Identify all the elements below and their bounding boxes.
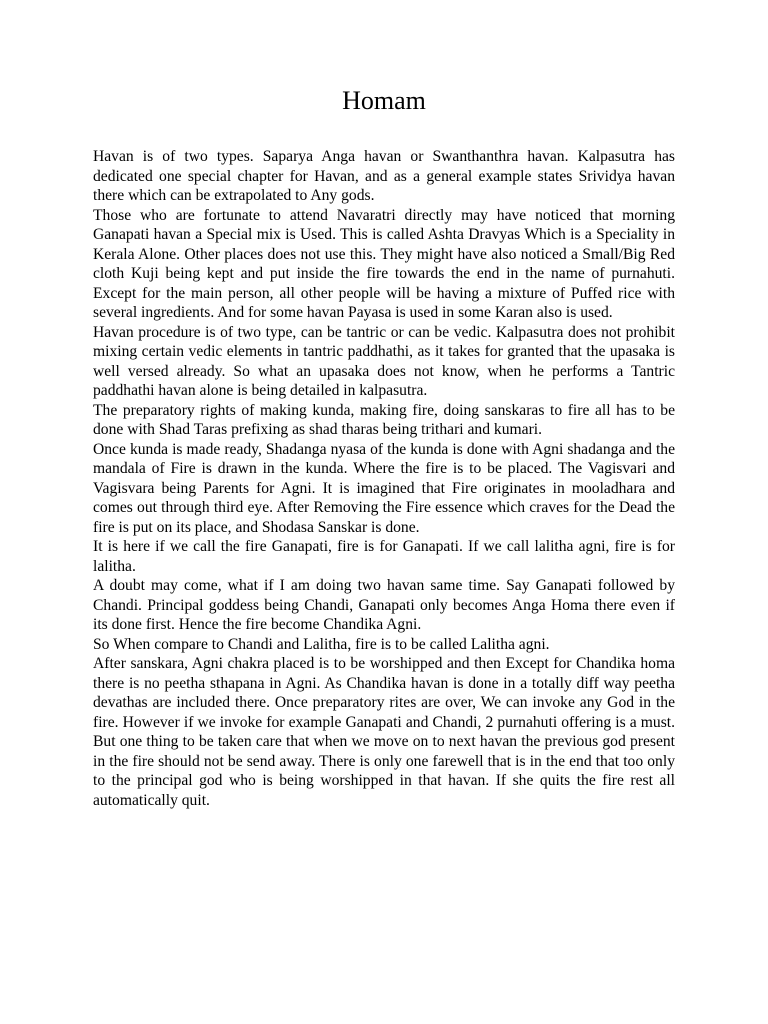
paragraph: Havan procedure is of two type, can be tantric or can be vedic. Kalpasutra does not prohibit mixing certain vedic elements in tantric paddhathi, as it takes for granted that the upasaka is well versed already. So what an upasaka does not know, when he performs a Tantric paddhathi havan alone is being detailed in kalpasutra. bbox=[93, 323, 675, 399]
paragraph: It is here if we call the fire Ganapati, fire is for Ganapati. If we call lalitha agni, fire is for lalitha. bbox=[93, 538, 675, 575]
paragraph: Havan is of two types. Saparya Anga havan or Swanthanthra havan. Kalpasutra has dedicated one special chapter for Havan, and as a general example states Srividya havan there which can be extrapolated to Any gods. bbox=[93, 148, 675, 204]
paragraph: So When compare to Chandi and Lalitha, fire is to be called Lalitha agni. bbox=[93, 635, 550, 653]
paragraph: After sanskara, Agni chakra placed is to be worshipped and then Except for Chandika homa there is no peetha sthapana in Agni. As Chandika havan is done in a totally diff way peetha devathas are included there. Once preparatory rites are over, We can invoke any God in the fire. However if we invoke for example Ganapati and Chandi, 2 purnahuti offering is a must. But one thing to be taken care that when we move on to next havan the previous god present in the fire should not be send away. There is only one farewell that is in the end that too only to the principal god who is being worshipped in that havan. If she quits the fire rest all automatically quit. bbox=[93, 655, 675, 809]
body-text bbox=[93, 147, 675, 810]
paragraph: Those who are fortunate to attend Navaratri directly may have noticed that morning Ganapati havan a Special mix is Used. This is called Ashta Dravyas Which is a Speciality in Kerala Alone. Other places does not use this. They might have also noticed a Small/Big Red cloth Kuji being kept and put inside the fire towards the end in the name of purnahuti. Except for the main person, all other people will be having a mixture of Puffed rice with several ingredients. And for some havan Payasa is used in some Karan also is used. bbox=[93, 206, 675, 321]
page-title: Homam bbox=[342, 86, 426, 115]
paragraph: A doubt may come, what if I am doing two havan same time. Say Ganapati followed by Chandi. Principal goddess being Chandi, Ganapati only becomes Anga Homa there even if its done first. Hence the fire become Chandika Agni. bbox=[93, 577, 675, 633]
paragraph: Once kunda is made ready, Shadanga nyasa of the kunda is done with Agni shadanga and the mandala of Fire is drawn in the kunda. Where the fire is to be placed. The Vagisvari and Vagisvara being Parents for Agni. It is imagined that Fire originates in mooladhara and comes out through third eye. After Removing the Fire essence which craves for the Dead the fire is put on its place, and Shodasa Sanskar is done. bbox=[93, 440, 675, 536]
paragraph: The preparatory rights of making kunda, making fire, doing sanskaras to fire all has to be done with Shad Taras prefixing as shad tharas being trithari and kumari. bbox=[93, 401, 675, 438]
